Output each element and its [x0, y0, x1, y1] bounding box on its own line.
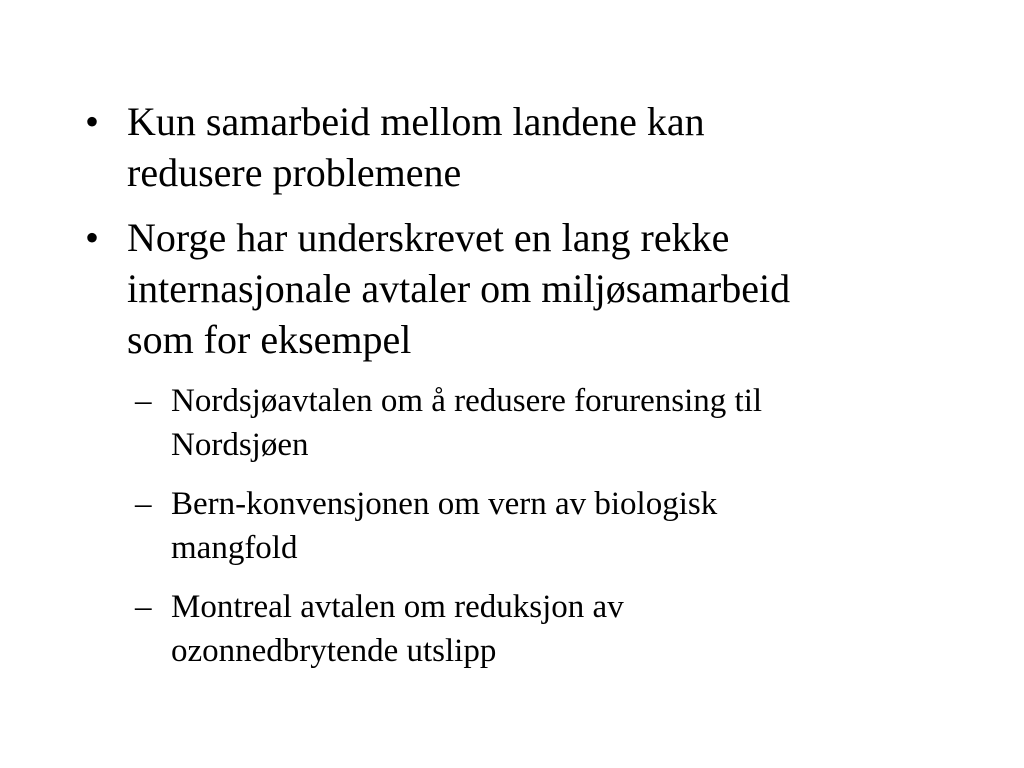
bullet-text-line: internasjonale avtaler om miljøsamarbeid	[127, 266, 791, 311]
slide-content	[85, 96, 945, 688]
bullet-text-line: som for eksempel	[127, 317, 412, 362]
sub-bullet-marker: –	[135, 383, 152, 419]
sub-bullet-text-line: Montreal avtalen om reduksjon av	[171, 589, 624, 625]
bullet-text-line: Norge har underskrevet en lang rekke	[127, 215, 730, 260]
bullet-marker: •	[85, 215, 100, 260]
bullet-item	[85, 96, 945, 198]
sub-bullet-item	[135, 585, 945, 673]
sub-bullet-text-line: Bern-konvensjonen om vern av biologisk	[171, 486, 718, 522]
sub-bullet-text-line: Nordsjøavtalen om å redusere forurensing til	[171, 383, 763, 419]
bullet-marker: •	[85, 99, 100, 144]
bullet-item	[85, 212, 945, 365]
bullet-text-line: Kun samarbeid mellom landene kan	[127, 99, 705, 144]
bullet-text-line: redusere problemene	[127, 150, 462, 195]
sub-bullet-list	[85, 379, 945, 673]
sub-bullet-marker: –	[135, 589, 152, 625]
sub-bullet-marker: –	[135, 486, 152, 522]
sub-bullet-item	[135, 482, 945, 570]
sub-bullet-item	[135, 379, 945, 467]
sub-bullet-text-line: mangfold	[171, 530, 298, 566]
sub-bullet-text-line: Nordsjøen	[171, 427, 309, 463]
sub-bullet-text-line: ozonnedbrytende utslipp	[171, 633, 497, 669]
